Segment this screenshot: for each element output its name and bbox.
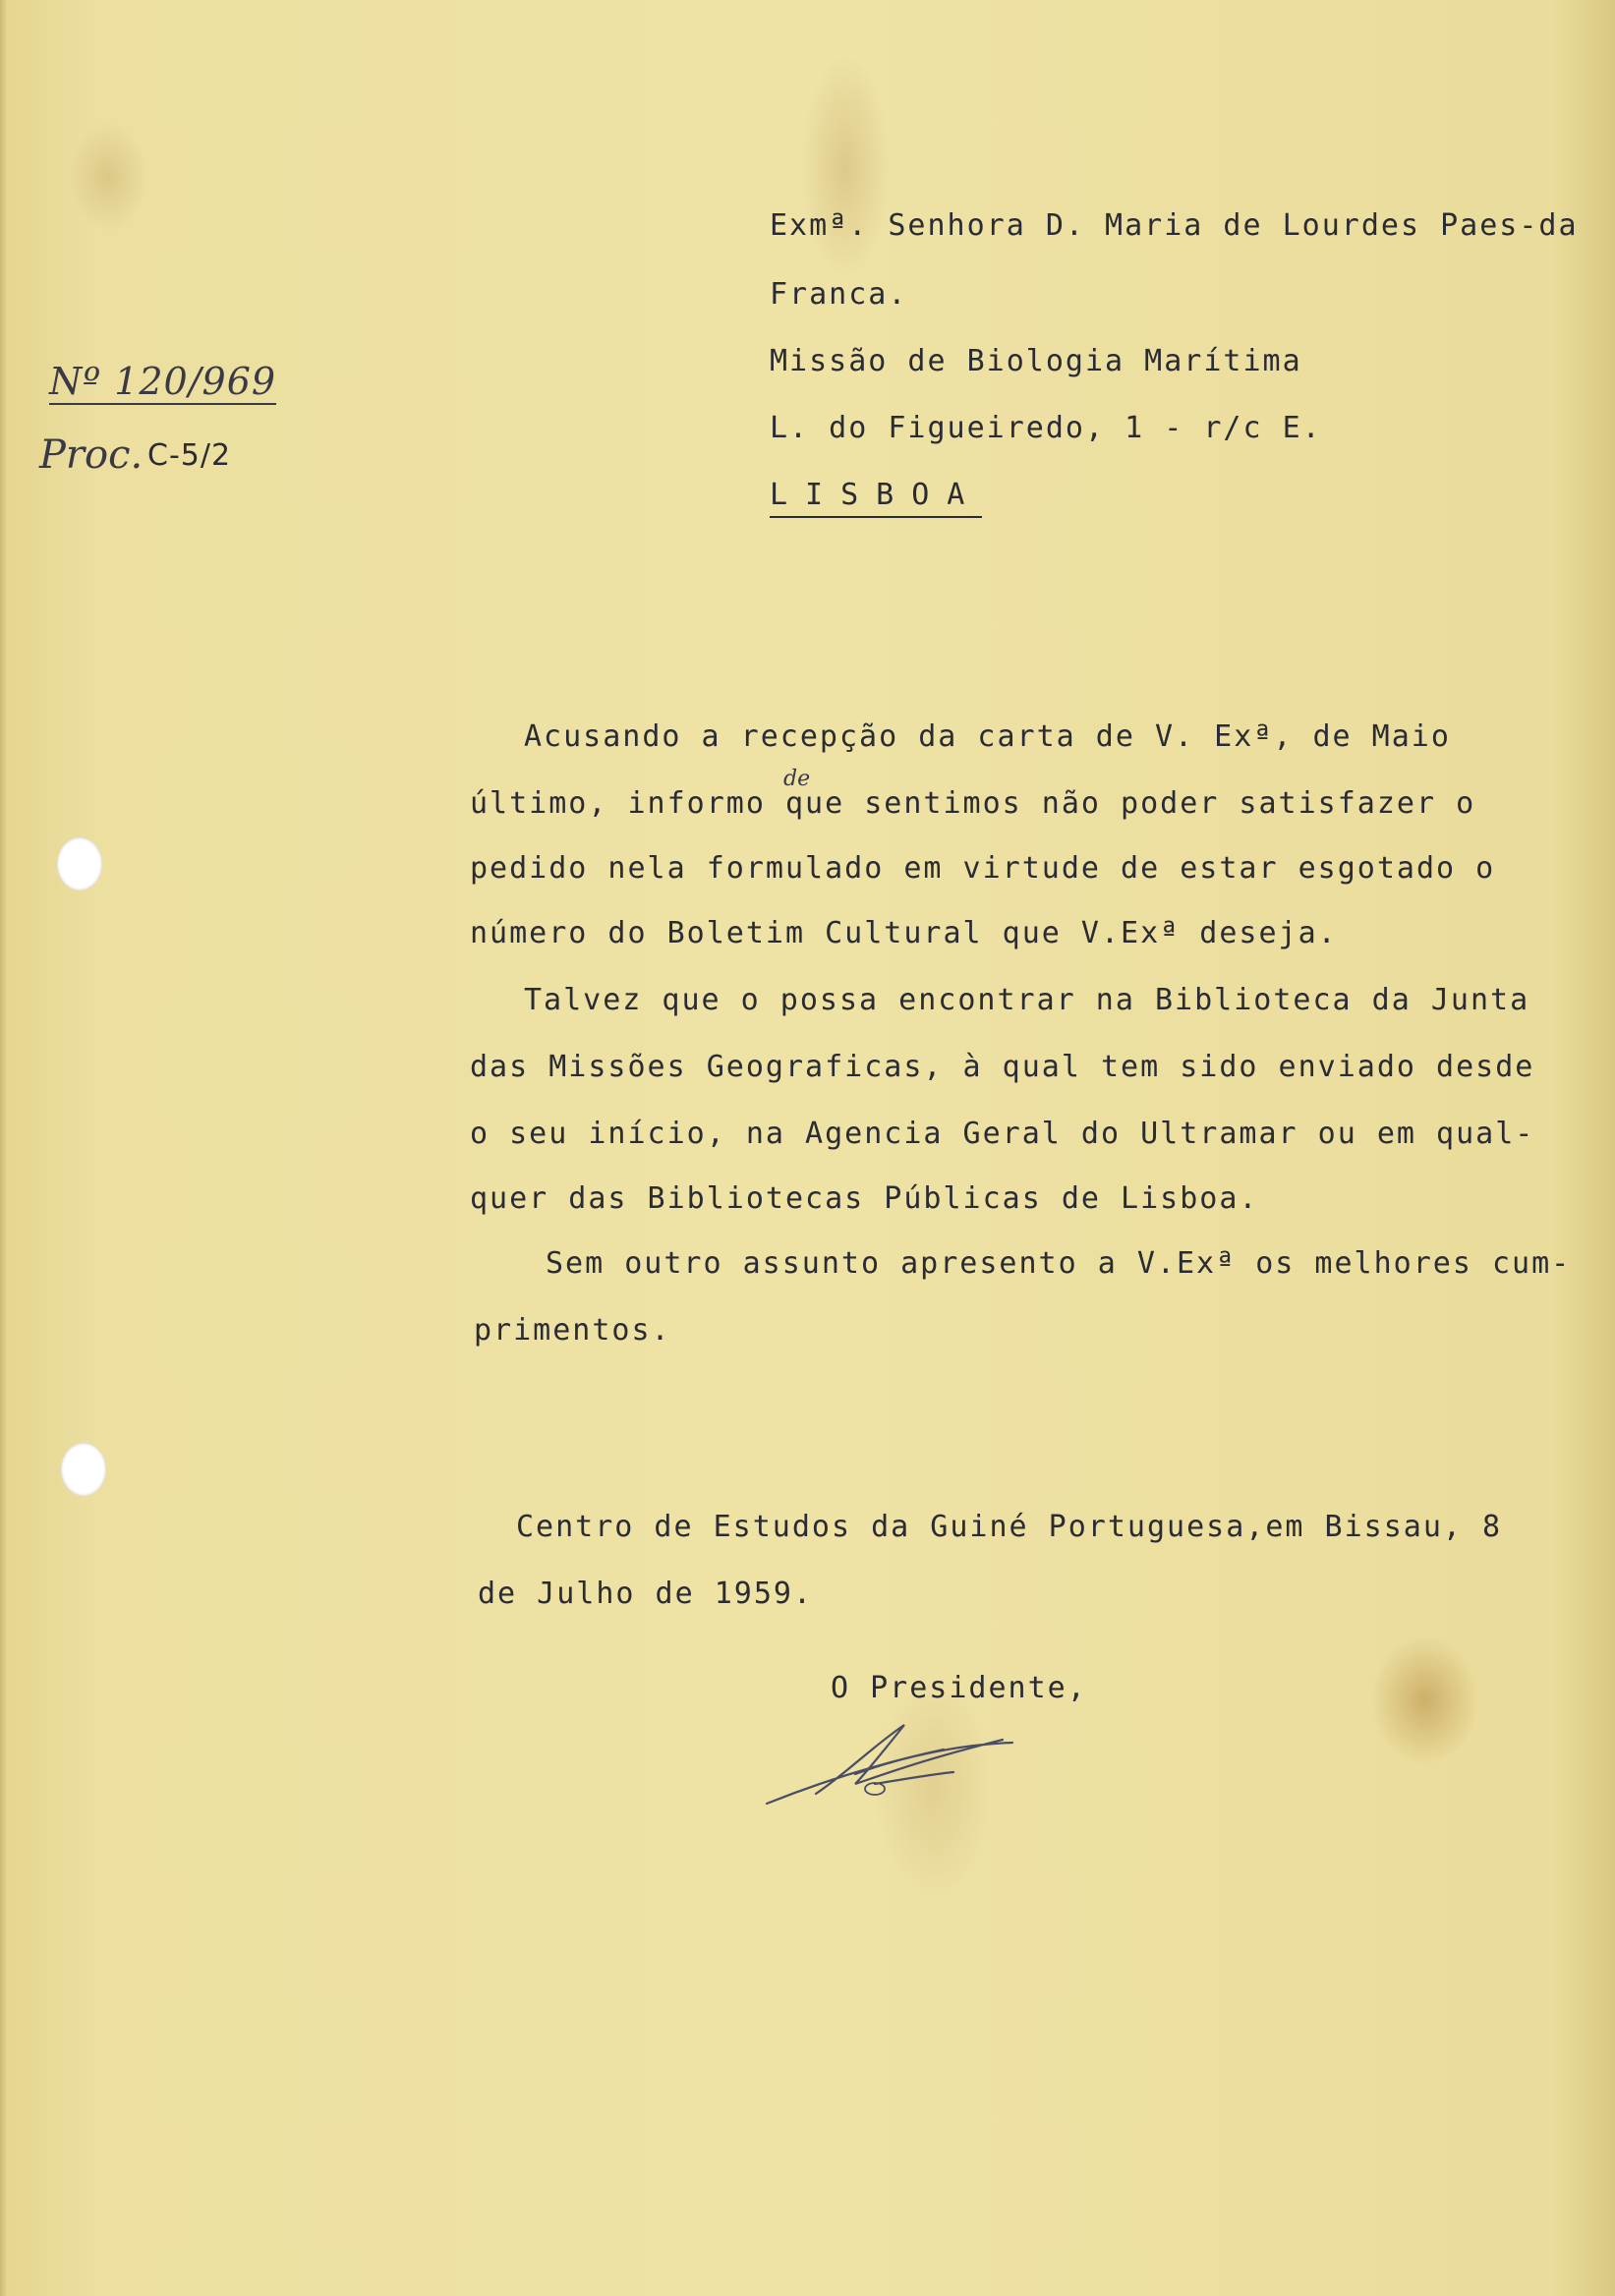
place-date-line: de Julho de 1959.	[478, 1577, 814, 1611]
body-line: número do Boletim Cultural que V.Exª deseja.	[470, 916, 1338, 950]
paper-edge	[0, 0, 8, 2296]
signatory-title: O Presidente,	[831, 1671, 1087, 1705]
body-line: Talvez que o possa encontrar na Biblioteca da Junta	[524, 983, 1530, 1017]
body-line: o seu início, na Agencia Geral do Ultramar ou em qual-	[470, 1117, 1535, 1151]
reference-number: Nº 120/969	[49, 360, 277, 403]
body-line: das Missões Geograficas, à qual tem sido enviado desde	[470, 1050, 1535, 1084]
body-line: último, informo que sentimos não poder satisfazer o	[470, 786, 1476, 821]
handwritten-insert: de	[783, 767, 811, 791]
body-line: pedido nela formulado em virtude de estar esgotado o	[470, 851, 1496, 886]
place-date-line: Centro de Estudos da Guiné Portuguesa,em Bissau, 8	[516, 1510, 1503, 1544]
process-code: C-5/2	[147, 438, 232, 473]
recipient-street: L. do Figueiredo, 1 - r/c E.	[770, 411, 1322, 445]
body-line: quer das Bibliotecas Públicas de Lisboa.	[470, 1181, 1259, 1216]
signature	[757, 1705, 1042, 1813]
punch-hole-top	[57, 837, 102, 890]
recipient-name: Exmª. Senhora D. Maria de Lourdes Paes-da	[770, 208, 1579, 243]
recipient-institution: Missão de Biologia Marítima	[770, 344, 1302, 378]
recipient-name-cont: Franca.	[770, 277, 908, 312]
punch-hole-bottom	[61, 1443, 106, 1496]
recipient-city-text: LISBOA	[770, 478, 982, 518]
process-label: Proc.	[39, 432, 144, 478]
body-line: Sem outro assunto apresento a V.Exª os melhores cum-	[546, 1246, 1572, 1281]
body-line: Acusando a recepção da carta de V. Exª, de Maio	[524, 719, 1451, 754]
body-line: primentos.	[474, 1313, 671, 1348]
recipient-city	[770, 478, 982, 512]
